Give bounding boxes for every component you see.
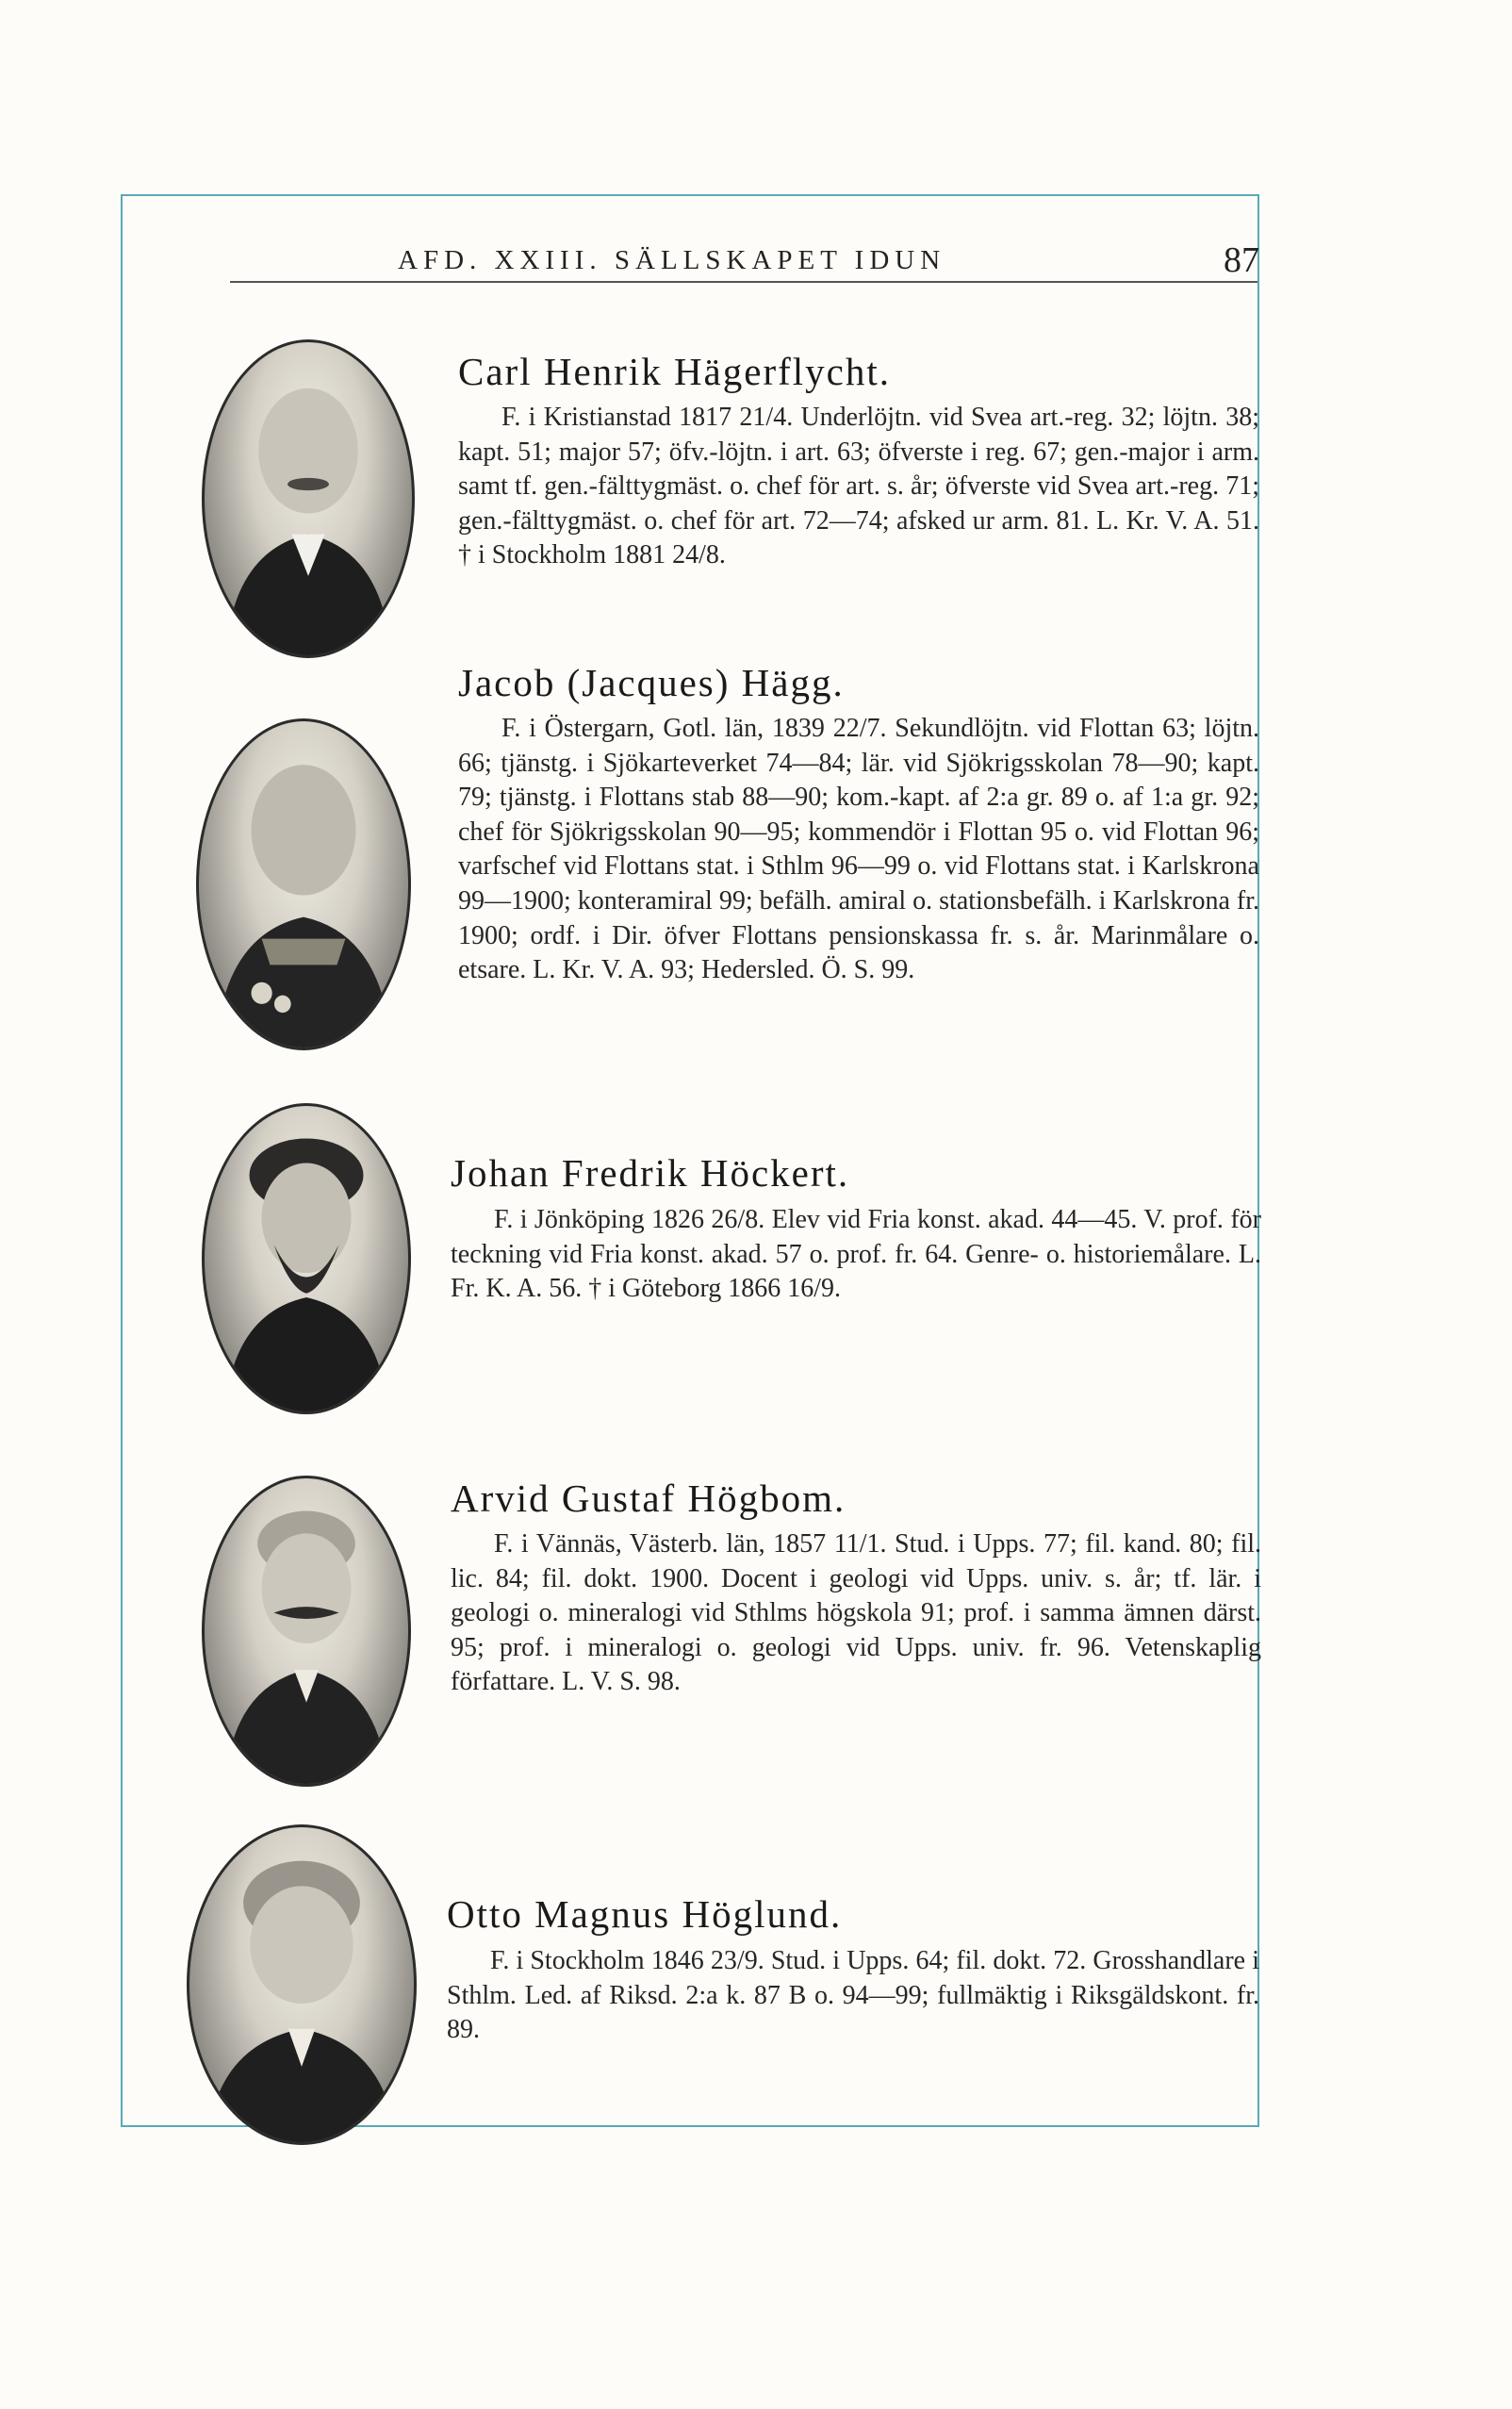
portrait-photo-icon [189,1827,414,2142]
portrait-photo-icon [199,721,408,1048]
bio-text: F. i Östergarn, Gotl. län, 1839 22/7. Sekundlöjtn. vid Flottan 63; löjtn. 66; tjänstg. i Sjökarteverket 74—84; lär. vid Sjökrigsskolan 78—90; kapt. 79; tjänstg. i Flottans stab 88—90; kom.-kapt. af 2:a gr. 89 o. af 1:a gr. 92; chef för Sjökrigsskolan 90—95; kommendör i Flottan 95 o. vid Flottan 96; varfschef vid Flottans stat. i Sthlm 96—99 o. vid Flottans stat. i Karlskrona 99—1900; konteramiral 99; befälh. amiral o. stationsbefälh. i Karlskrona fr. 1900; ordf. i Dir. öfver Flottans pensionskassa fr. s. år. Marinmålare o. etsare. L. Kr. V. A. 93; Hedersled. Ö. S. 99. [458,714,1259,985]
person-name: Arvid Gustaf Högbom. [451,1477,846,1520]
running-head [236,240,1263,290]
header-rule [230,281,1257,283]
person-bio [447,1944,1259,2048]
bio-text: F. i Jönköping 1826 26/8. Elev vid Fria konst. akad. 44—45. V. prof. för teckning vid Fria konst. akad. 57 o. prof. fr. 64. Genre- o. historiemålare. L. Fr. K. A. 56. † i Göteborg 1866 16/9. [451,1205,1261,1304]
portrait-photo-icon [205,1478,408,1784]
bio-text: F. i Kristianstad 1817 21/4. Underlöjtn. vid Svea art.-reg. 32; löjtn. 38; kapt. 51; major 57; öfv.-löjtn. i art. 63; öfverste i reg. 67; gen.-major i arm. samt tf. gen.-fälttygmäst. o. chef för art. s. år; öfverste vid Svea art.-reg. 71; gen.-fälttygmäst. o. chef för art. 72—74; afsked ur arm. 81. L. Kr. V. A. 51. † i Stockholm 1881 24/8. [458,403,1259,570]
person-bio [458,712,1259,988]
person-name: Johan Fredrik Höckert. [451,1151,850,1195]
person-bio [451,1203,1261,1307]
portrait-photo-icon [196,718,411,1050]
page-number: 87 [1224,240,1259,280]
bio-text: F. i Stockholm 1846 23/9. Stud. i Upps. 64; fil. dokt. 72. Grosshandlare i Sthlm. Led. af Riksd. 2:a k. 87 B o. 94—99; fullmäktig i Riksgäldskont. fr. 89. [447,1946,1259,2045]
portrait-photo-icon [202,1103,411,1414]
person-bio [458,401,1259,573]
person-name: Jacob (Jacques) Hägg. [458,661,845,704]
portrait-photo-icon [205,1106,408,1411]
person-name: Otto Magnus Höglund. [447,1892,843,1936]
running-title: AFD. XXIII. SÄLLSKAPET IDUN [398,245,946,275]
person-name: Carl Henrik Hägerflycht. [458,350,891,393]
portrait-photo-icon [205,342,412,655]
portrait-photo-icon [202,339,415,658]
bio-text: F. i Vännäs, Västerb. län, 1857 11/1. Stud. i Upps. 77; fil. kand. 80; fil. lic. 84; fil. dokt. 1900. Docent i geologi vid Upps. univ. s. år; tf. lär. i geologi o. mineralogi vid Sthlms högskola 91; prof. i samma ämnen därst. 95; prof. i mineralogi o. geologi vid Upps. univ. fr. 96. Vetenskaplig författare. L. V. S. 98. [451,1529,1261,1697]
portrait-photo-icon [202,1476,411,1787]
person-bio [451,1527,1261,1700]
portrait-photo-icon [187,1824,417,2145]
